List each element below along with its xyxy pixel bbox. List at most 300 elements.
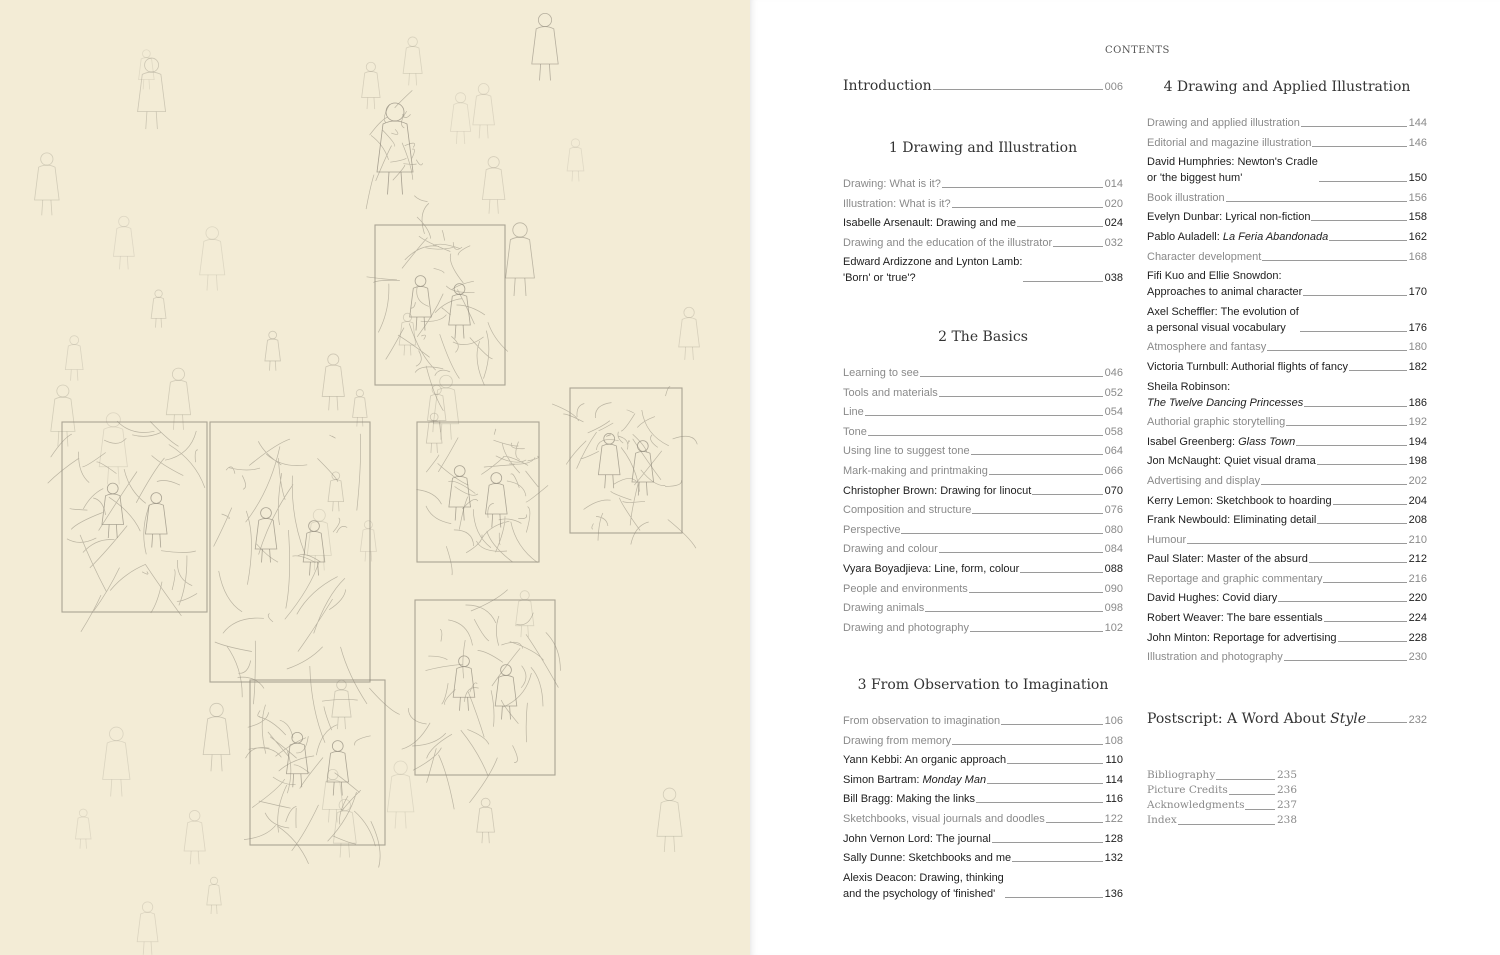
toc-entry-title: Composition and structure xyxy=(843,504,972,517)
toc-entry-page: 194 xyxy=(1408,435,1427,448)
leader-line xyxy=(1301,126,1407,127)
sketch-figure-body xyxy=(353,397,368,418)
leader-line xyxy=(971,454,1103,455)
toc-entry-page: 168 xyxy=(1408,250,1427,263)
leader-line xyxy=(987,783,1103,784)
toc-entry-title: Yann Kebbi: An organic approach xyxy=(843,754,1007,767)
toc-entry-page: 098 xyxy=(1104,602,1123,615)
sketch-figure-body xyxy=(207,884,222,905)
back-matter-entry[interactable] xyxy=(1147,768,1297,783)
sketch-figure-head xyxy=(328,769,338,779)
leader-line xyxy=(1304,406,1406,407)
sketch-figure-head xyxy=(488,157,499,168)
sketch-figure-head xyxy=(261,508,272,519)
italic-title: La Feria Abandonada xyxy=(1222,230,1329,243)
toc-entry-title: John Vernon Lord: The journal xyxy=(843,832,991,845)
sketch-figure-legs xyxy=(337,717,345,729)
leader-line xyxy=(1012,861,1102,862)
toc-entry[interactable] xyxy=(843,424,1123,440)
sketch-figure-head xyxy=(478,84,489,95)
toc-entry[interactable] xyxy=(843,463,1123,479)
sketch-figure-head xyxy=(70,336,79,345)
toc-entry-page: 080 xyxy=(1104,523,1123,536)
toc-entry-title: From observation to imagination xyxy=(843,715,1001,727)
sketch-figure-body xyxy=(426,421,442,443)
leader-line xyxy=(1245,809,1275,810)
sketch-figure-legs xyxy=(211,755,222,772)
toc-entry-page: 212 xyxy=(1408,553,1427,566)
sketch-figure-body xyxy=(360,529,376,552)
sketch-vignette-frame xyxy=(210,422,370,682)
sketch-figure-body xyxy=(387,774,414,812)
leader-line xyxy=(1032,494,1102,495)
toc-entry-title: Drawing and the education of the illustrator xyxy=(843,236,1053,249)
sketch-figure-head xyxy=(491,473,502,484)
toc-entry[interactable] xyxy=(1147,154,1427,186)
toc-entry-title: Drawing and colour xyxy=(843,543,938,556)
toc-entry[interactable] xyxy=(843,791,1123,807)
sketch-figure-head xyxy=(107,483,118,494)
toc-entry-page: 176 xyxy=(1408,321,1427,334)
sketch-figure-head xyxy=(481,798,490,807)
leader-line xyxy=(1001,724,1103,725)
back-matter-title: Bibliography xyxy=(1147,769,1216,781)
leader-line xyxy=(1329,240,1406,241)
sketch-figure-legs xyxy=(190,851,199,864)
sketch-figure-legs xyxy=(143,942,152,955)
toc-entry-title: Bill Bragg: Making the links xyxy=(843,793,976,806)
toc-entry[interactable] xyxy=(843,235,1123,251)
toc-entry-title: Robert Weaver: The bare essentials xyxy=(1147,612,1323,625)
toc-entry[interactable] xyxy=(1147,630,1427,646)
sketch-figure-head xyxy=(364,521,372,529)
toc-entry[interactable] xyxy=(1147,229,1427,245)
toc-entry-page: 108 xyxy=(1104,734,1123,747)
toc-entry-title: Advertising and display xyxy=(1147,474,1261,487)
section-title: 2 The Basics xyxy=(938,329,1028,345)
toc-entry-page: 162 xyxy=(1408,230,1427,243)
toc-entry-page: 110 xyxy=(1105,754,1123,767)
leader-line xyxy=(1226,201,1407,202)
sketch-figure-legs xyxy=(572,171,579,181)
sketch-figure-head xyxy=(394,761,407,774)
sketch-figure-legs xyxy=(111,779,122,796)
toc-entry-page: 150 xyxy=(1408,172,1427,185)
sketch-figure-legs xyxy=(521,626,529,637)
toc-entry[interactable] xyxy=(843,176,1123,192)
toc-entry[interactable] xyxy=(843,772,1123,788)
toc-entry-page: 114 xyxy=(1105,773,1123,786)
sketch-figure-body xyxy=(145,503,167,534)
toc-entry-title: Kerry Lemon: Sketchbook to hoarding xyxy=(1147,494,1332,507)
toc-entry-page: 106 xyxy=(1104,715,1123,727)
toc-entry-page: 156 xyxy=(1408,191,1427,204)
sketch-figure-head xyxy=(109,727,123,741)
toc-entry-page: 070 xyxy=(1104,484,1123,497)
toc-entry[interactable] xyxy=(843,733,1123,749)
sketch-vignette-scribble xyxy=(214,434,367,743)
section-title: 4 Drawing and Applied Illustration xyxy=(1163,79,1411,95)
sketch-figure-legs xyxy=(293,774,302,788)
sketch-figure-body xyxy=(333,811,356,843)
toc-entry-page: 076 xyxy=(1104,504,1123,517)
section-title: 3 From Observation to Imagination xyxy=(857,677,1109,693)
toc-entry[interactable] xyxy=(1147,571,1427,587)
toc-entry[interactable] xyxy=(843,831,1123,847)
leader-line xyxy=(1262,260,1406,261)
toc-entry[interactable] xyxy=(1147,249,1427,265)
toc-entry-title: Reportage and graphic commentary xyxy=(1147,572,1323,585)
toc-entry[interactable] xyxy=(843,541,1123,557)
sketch-figure-body xyxy=(598,444,620,475)
sketch-figure-legs xyxy=(367,98,375,110)
leader-line xyxy=(1349,370,1407,371)
sketch-vignette-scribble xyxy=(48,421,205,632)
toc-entry[interactable] xyxy=(843,385,1123,401)
leader-line xyxy=(1020,572,1102,573)
sketch-vignette-scribble xyxy=(416,429,548,575)
toc-entry-title: Simon Bartram: Monday Man xyxy=(843,773,987,786)
sketch-figure-legs xyxy=(71,370,78,381)
back-matter-entry[interactable] xyxy=(1147,798,1297,813)
toc-entry[interactable] xyxy=(1147,135,1427,151)
sketch-figure-legs xyxy=(269,361,275,371)
italic-title: Monday Man xyxy=(922,773,987,786)
toc-entry[interactable] xyxy=(1147,379,1427,411)
toc-entry-title: Victoria Turnbull: Authorial flights of fancy xyxy=(1147,360,1348,373)
toc-entry-page: 054 xyxy=(1104,406,1123,419)
toc-entry-title: Sketchbooks, visual journals and doodles xyxy=(843,812,1045,825)
toc-entry[interactable] xyxy=(843,600,1123,616)
toc-entry[interactable] xyxy=(843,443,1123,459)
toc-entry-page: 066 xyxy=(1104,464,1123,477)
toc-entry[interactable] xyxy=(843,850,1123,866)
sketch-figure-head xyxy=(408,37,418,47)
toc-entry-page: 122 xyxy=(1104,812,1123,825)
sketch-figure-body xyxy=(403,46,422,73)
leader-line xyxy=(1323,582,1406,583)
leader-line xyxy=(952,207,1103,208)
leader-line xyxy=(939,396,1103,397)
leader-line xyxy=(952,744,1102,745)
toc-entry-page: 014 xyxy=(1104,178,1123,190)
leader-line xyxy=(1311,220,1406,221)
back-matter-title: Picture Credits xyxy=(1147,784,1228,796)
toc-entry[interactable] xyxy=(1147,453,1427,469)
sketch-vignette-scribble xyxy=(552,386,697,548)
sketch-figure-body xyxy=(137,912,158,941)
sketch-figure-body xyxy=(482,168,504,200)
sketch-figure-head xyxy=(57,385,69,397)
sketch-figure-legs xyxy=(479,125,488,138)
toc-entry-title: Vyara Boyadjieva: Line, form, colour xyxy=(843,562,1020,575)
toc-entry-title: Tools and materials xyxy=(843,386,938,399)
back-matter-page: 237 xyxy=(1276,799,1297,811)
toc-entry[interactable] xyxy=(843,752,1123,768)
toc-entry-title: David Humphries: Newton's Cradle or 'the biggest hum' xyxy=(1147,156,1318,185)
toc-entry-postscript[interactable] xyxy=(1147,711,1427,729)
toc-entry-title: Paul Slater: Master of the absurd xyxy=(1147,553,1308,566)
back-matter-page: 235 xyxy=(1276,769,1297,781)
toc-entry[interactable] xyxy=(1147,649,1427,665)
toc-entry-title: Sally Dunne: Sketchbooks and me xyxy=(843,852,1012,865)
back-matter-entry[interactable] xyxy=(1147,813,1297,828)
toc-entry[interactable] xyxy=(1147,551,1427,567)
toc-entry-page: 020 xyxy=(1104,197,1123,210)
leader-line xyxy=(1187,543,1407,544)
toc-entry-title: John Minton: Reportage for advertising xyxy=(1147,631,1337,644)
sketch-figure-legs xyxy=(329,396,338,410)
leader-line xyxy=(1267,350,1406,351)
toc-entry-title: Editorial and magazine illustration xyxy=(1147,136,1312,149)
toc-entry-title: Illustration and photography xyxy=(1147,651,1283,664)
toc-entry[interactable] xyxy=(1147,434,1427,450)
back-matter-page: 236 xyxy=(1276,784,1297,796)
sketch-figure-head xyxy=(142,902,152,912)
toc-entry[interactable] xyxy=(1147,493,1427,509)
toc-entry[interactable] xyxy=(843,196,1123,212)
toc-entry-page: 090 xyxy=(1104,582,1123,595)
sketch-figure-head xyxy=(210,703,223,716)
toc-entry-title: Character development xyxy=(1147,250,1262,263)
leader-line xyxy=(1053,246,1103,247)
toc-entry-page: 136 xyxy=(1104,887,1123,900)
sketch-vignette-scribble xyxy=(367,230,508,411)
leader-line xyxy=(1309,562,1407,563)
sketch-figure-body xyxy=(328,480,344,502)
toc-entry-title: Christopher Brown: Drawing for linocut xyxy=(843,484,1032,497)
sketch-figure-body xyxy=(473,94,495,125)
sketch-figure-head xyxy=(328,354,339,365)
toc-entry[interactable] xyxy=(1147,339,1427,355)
sketch-figure-legs xyxy=(455,325,464,339)
toc-entry[interactable] xyxy=(843,404,1123,420)
toc-entry[interactable] xyxy=(1147,268,1427,300)
toc-entry-title: Drawing animals xyxy=(843,602,925,615)
sketch-figure-head xyxy=(513,223,527,237)
toc-entry-title: Edward Ardizzone and Lynton Lamb: 'Born' or 'true'? xyxy=(843,256,1023,285)
toc-entry[interactable] xyxy=(1147,532,1427,548)
toc-entry[interactable] xyxy=(843,215,1123,231)
sketch-figure-shading xyxy=(366,90,431,238)
toc-entry[interactable] xyxy=(843,365,1123,381)
leader-line xyxy=(989,474,1103,475)
sketch-figure-body xyxy=(506,237,535,278)
toc-entry-introduction[interactable] xyxy=(843,78,1123,96)
toc-entry[interactable] xyxy=(1147,359,1427,375)
toc-entry-title: Drawing: What is it? xyxy=(843,178,941,190)
toc-entry-page: 144 xyxy=(1408,117,1427,129)
leader-line xyxy=(901,533,1102,534)
toc-entry-title: Jon McNaught: Quiet visual drama xyxy=(1147,455,1316,468)
sketch-figure-head xyxy=(119,216,129,226)
sketch-figure-body xyxy=(450,103,470,132)
toc-entry-title: Line xyxy=(843,406,864,419)
sketch-figure-legs xyxy=(108,525,117,539)
toc-entry-title: Fifi Kuo and Ellie Snowdon: Approaches to animal character xyxy=(1147,270,1303,299)
sketch-figure-body xyxy=(327,751,349,782)
leader-line xyxy=(1023,281,1102,282)
sketch-figure-body xyxy=(532,27,558,64)
leader-line xyxy=(868,435,1103,436)
sketch-figure-body xyxy=(113,227,134,257)
sketch-figure-head xyxy=(366,62,375,71)
postscript-page: 232 xyxy=(1408,714,1427,726)
sketch-figure-head xyxy=(571,139,579,147)
leader-line xyxy=(1278,601,1406,602)
leader-line xyxy=(972,513,1102,514)
leader-line xyxy=(920,376,1103,377)
back-matter-title: Acknowledgments xyxy=(1147,799,1245,811)
leader-line xyxy=(1319,181,1407,182)
toc-entry-page: 202 xyxy=(1408,474,1427,487)
leader-line xyxy=(1286,425,1406,426)
toc-entry[interactable] xyxy=(1147,304,1427,336)
sketch-figure-legs xyxy=(333,502,339,512)
toc-entry-page: 182 xyxy=(1408,360,1427,373)
toc-entry-page: 052 xyxy=(1104,386,1123,399)
italic-title: Style xyxy=(1330,711,1367,727)
toc-entry[interactable] xyxy=(843,870,1123,902)
sketch-figure-head xyxy=(151,493,162,504)
italic-title: Glass Town xyxy=(1238,435,1296,448)
intro-label: Introduction xyxy=(843,78,932,94)
toc-entry-title: People and environments xyxy=(843,582,968,595)
toc-entry-title: Axel Scheffler: The evolution of a personal visual vocabulary xyxy=(1147,305,1299,334)
leader-line xyxy=(942,187,1103,188)
toc-entry-title: Sheila Robinson: The Twelve Dancing Princesses xyxy=(1147,380,1304,409)
sketch-figure-body xyxy=(322,780,343,810)
sketch-figure-legs xyxy=(664,836,674,852)
toc-entry[interactable] xyxy=(843,581,1123,597)
sketch-figure-body xyxy=(516,600,534,626)
leader-line xyxy=(1178,824,1275,825)
leader-line xyxy=(1338,641,1407,642)
toc-entry[interactable] xyxy=(1147,115,1427,131)
sketch-figure-body xyxy=(449,476,471,507)
sketch-figure-legs xyxy=(456,131,464,144)
sketch-figure-legs xyxy=(152,534,161,548)
sketch-figure-legs xyxy=(119,256,128,269)
toc-entry-title: Tone xyxy=(843,425,867,438)
sketch-figure-body xyxy=(332,690,351,717)
toc-entry[interactable] xyxy=(843,620,1123,636)
sketch-figure-legs xyxy=(685,347,694,360)
toc-entry[interactable] xyxy=(843,811,1123,827)
toc-entry[interactable] xyxy=(1147,414,1427,430)
intro-page: 006 xyxy=(1104,81,1123,93)
sketch-figure-head xyxy=(684,307,694,317)
toc-entry[interactable] xyxy=(1147,190,1427,206)
sketch-figure-legs xyxy=(482,832,489,843)
sketch-figure-legs xyxy=(211,905,217,914)
sketch-figure-body xyxy=(65,345,83,370)
toc-entry-page: 046 xyxy=(1104,367,1123,379)
toc-entry[interactable] xyxy=(843,561,1123,577)
toc-entry-page: 170 xyxy=(1408,286,1427,299)
sketch-figure-body xyxy=(657,801,682,837)
leader-line xyxy=(1261,484,1407,485)
toc-entry-page: 102 xyxy=(1104,621,1123,634)
sketch-figure-body xyxy=(265,339,281,361)
toc-entry[interactable] xyxy=(843,713,1123,729)
sketch-figure-body xyxy=(632,451,654,482)
toc-entry-page: 208 xyxy=(1408,514,1427,527)
toc-entry[interactable] xyxy=(1147,512,1427,528)
sketch-figure-legs xyxy=(314,555,324,570)
toc-entry-page: 210 xyxy=(1408,533,1427,546)
toc-entry-page: 064 xyxy=(1104,445,1123,458)
toc-entry-title: Mark-making and printmaking xyxy=(843,464,988,477)
toc-entry-page: 224 xyxy=(1408,612,1427,625)
sketch-figure-legs xyxy=(42,200,52,215)
toc-entry-title: Atmosphere and fantasy xyxy=(1147,341,1267,354)
sketch-figure-body xyxy=(103,741,130,780)
sketch-figure-body xyxy=(322,365,344,396)
sketch-vignette-scribble xyxy=(402,590,561,810)
sketch-figure-body xyxy=(486,483,508,514)
sketch-vignette-frame xyxy=(570,388,682,533)
back-matter-entry[interactable] xyxy=(1147,783,1297,798)
sketch-figure-head xyxy=(520,591,529,600)
sketch-figure-body xyxy=(453,667,475,698)
leader-line xyxy=(1005,897,1103,898)
sketch-figure-legs xyxy=(365,551,372,561)
sketch-figure-legs xyxy=(207,275,217,291)
toc-entry[interactable] xyxy=(843,254,1123,286)
toc-entry[interactable] xyxy=(1147,209,1427,225)
toc-entry[interactable] xyxy=(843,502,1123,518)
toc-entry-page: 132 xyxy=(1104,852,1123,865)
sketch-figure-head xyxy=(538,13,551,26)
sketch-figure-body xyxy=(303,531,325,562)
leader-line xyxy=(969,592,1103,593)
toc-entry-page: 158 xyxy=(1408,211,1427,224)
leader-line xyxy=(1317,523,1406,524)
sketch-figure-legs xyxy=(431,443,438,453)
toc-entry-title: Isabelle Arsenault: Drawing and me xyxy=(843,217,1017,230)
leader-line xyxy=(1017,226,1103,227)
toc-entry-title: Humour xyxy=(1147,533,1187,546)
sketch-vignette-scribble xyxy=(238,677,400,867)
sketch-figure-legs xyxy=(441,424,452,440)
sketch-figure-head xyxy=(313,509,325,521)
toc-entry[interactable] xyxy=(843,483,1123,499)
leader-line xyxy=(1324,621,1407,622)
sketch-figure-legs xyxy=(638,482,647,496)
toc-entry-page: 216 xyxy=(1408,572,1427,585)
section-3-entries xyxy=(843,713,1123,905)
sketch-figure-head xyxy=(206,227,219,240)
toc-entry-title: Drawing from memory xyxy=(843,734,952,747)
toc-entry[interactable] xyxy=(1147,473,1427,489)
toc-entry-title: Isabel Greenberg: Glass Town xyxy=(1147,435,1296,448)
leader-line xyxy=(1229,794,1275,795)
leader-line xyxy=(1300,331,1407,332)
toc-entry-title: Frank Newbould: Eliminating detail xyxy=(1147,514,1317,527)
toc-entry-title: Alexis Deacon: Drawing, thinking and the psychology of 'finished' xyxy=(843,871,1004,900)
sketch-figure-body xyxy=(166,380,190,414)
sketch-figure-body xyxy=(567,147,584,171)
italic-title: The Twelve Dancing Princesses xyxy=(1147,396,1304,409)
sketch-figure-head xyxy=(456,93,466,103)
toc-entry-page: 032 xyxy=(1104,236,1123,249)
toc-entry[interactable] xyxy=(1147,590,1427,606)
sketch-figure-head xyxy=(189,810,200,821)
toc-entry[interactable] xyxy=(1147,610,1427,626)
toc-entry[interactable] xyxy=(843,522,1123,538)
sketch-figure-head xyxy=(356,390,363,397)
